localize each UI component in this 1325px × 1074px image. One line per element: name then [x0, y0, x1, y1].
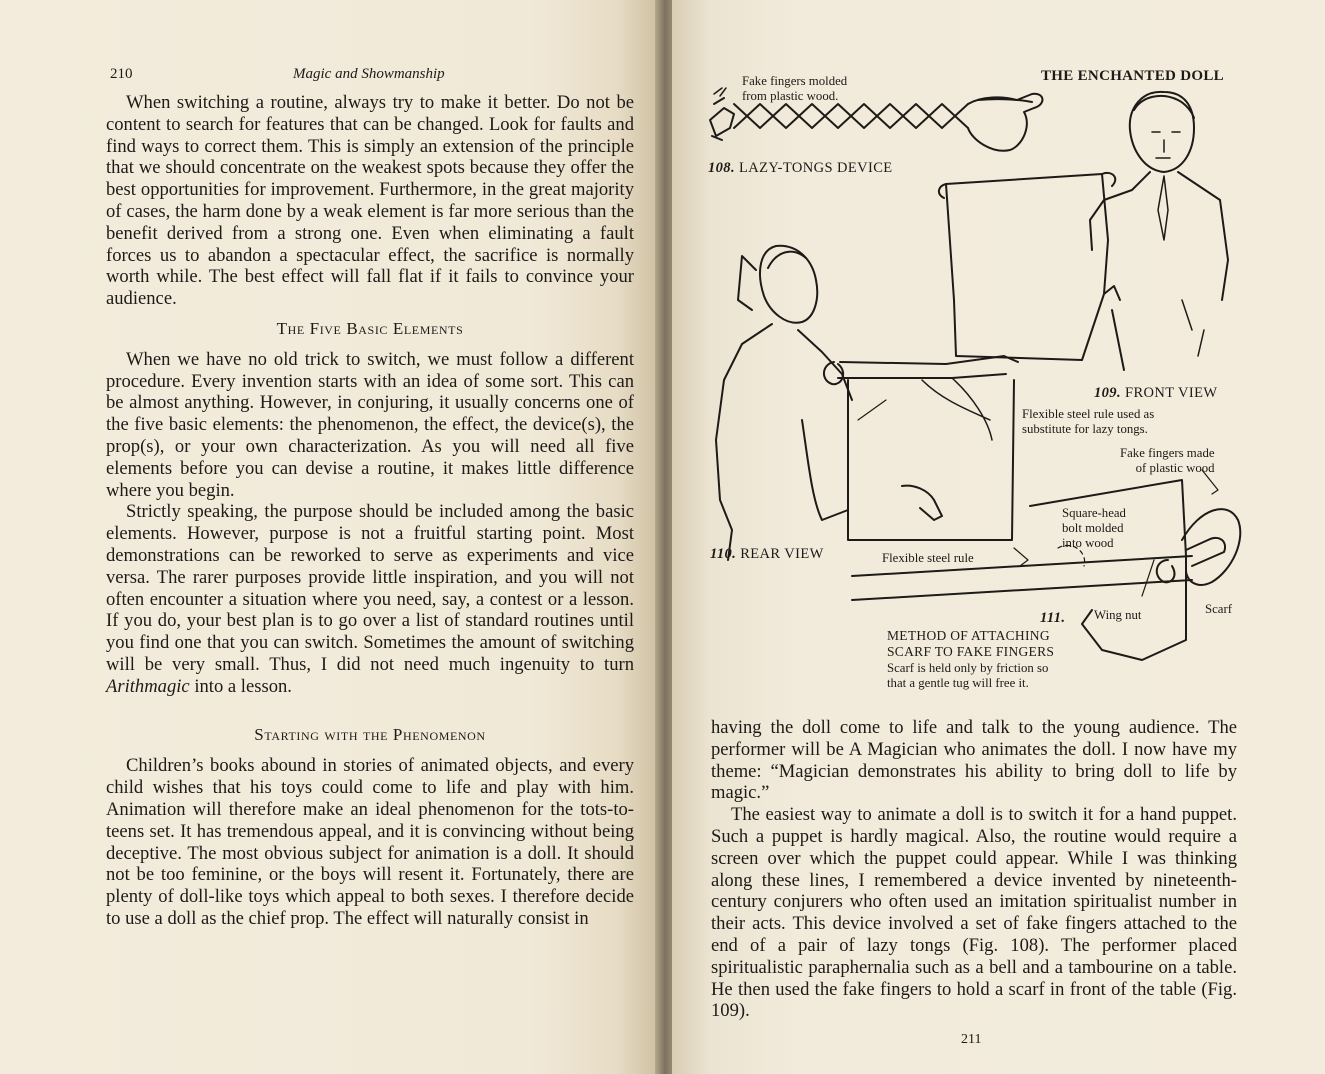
fig-number: 110.	[710, 546, 737, 562]
caption-line: from plastic wood.	[742, 89, 839, 103]
rear-view-drawing	[716, 246, 1018, 560]
paragraph-text: into a lesson.	[194, 675, 292, 697]
fig111-fake-fingers-label	[1120, 446, 1215, 476]
fig111-scarf-label: Scarf	[1205, 602, 1232, 616]
paragraph: When we have no old trick to switch, we must follow a different procedure. Every invention starts with an idea of some sort. This can be almost anything. However, in conjuring, it usually concerns one of the five basic elements: the phenomenon, the effect, the device(s), the prop(s), or your own characterization. As you will need all five elements before you can devise a routine, it makes little difference where you begin.	[106, 348, 634, 501]
fig109-label	[1094, 385, 1217, 402]
right-page	[672, 0, 1325, 1074]
fig111-note	[887, 661, 1048, 691]
fig111-steel-rule-label: Flexible steel rule	[882, 551, 974, 565]
caption-line: of plastic wood	[1135, 461, 1215, 475]
fig-title: LAZY-TONGS DEVICE	[738, 160, 893, 176]
caption-line: Flexible steel rule used as	[1022, 407, 1155, 421]
fig108-label	[708, 160, 893, 177]
paragraph-text: Strictly speaking, the purpose should be included among the basic elements. However, purpose is not a fruitful starting point. Most demonstrations can be reworked to serve as experiments and vice versa. The rarer purposes provide little inspiration, and you will not often encounter a situation where you need, say, a contest or a lesson. If you do, your best plan is to go over a list of standard routines until you find one that you can switch. Sometimes the amount of switching will be very small. Thus, I did not need much ingenuity to turn	[106, 501, 634, 675]
caption-line: Square-head	[1062, 506, 1126, 520]
paragraph: having the doll come to life and talk to the young audience. The performer will be A Magician who animates the doll. I now have my theme: “Magician demonstrates his ability to bring doll to life by magic.”	[711, 717, 1237, 804]
paragraph: Children’s books abound in stories of animated objects, and every child wishes that his toys could come to life and play with him. Animation will therefore make an ideal phenomenon for the tots-to-teens set. It has tremendous appeal, and it is convincing without being deceptive. The most obvious subject for animation is a doll. It should not be too feminine, or the boys will resent it. Fortunately, there are plenty of doll-like toys which appeal to both sexes. I therefore decide to use a doll as the chief prop. The effect will naturally consist in	[106, 755, 634, 929]
fig-title: FRONT VIEW	[1124, 385, 1218, 401]
right-body	[711, 717, 1237, 1022]
fig-title: REAR VIEW	[740, 546, 824, 562]
fig-number: 109.	[1094, 385, 1121, 401]
fig-number: 111.	[1040, 610, 1066, 626]
caption-line: substitute for lazy tongs.	[1022, 422, 1148, 436]
caption-line: Fake fingers molded	[742, 74, 848, 88]
paragraph	[106, 501, 634, 697]
running-title-right: THE ENCHANTED DOLL	[1041, 68, 1224, 84]
caption-line: Scarf is held only by friction so	[887, 661, 1049, 675]
caption-line: METHOD OF ATTACHING	[887, 628, 1050, 643]
fig108-caption	[742, 74, 847, 104]
page-number-left: 210	[110, 66, 133, 82]
section-heading: Starting with the Phenomenon	[254, 724, 486, 744]
caption-line: Fake fingers made	[1120, 446, 1215, 460]
emphasis-arithmagic: Arithmagic	[106, 675, 190, 697]
fig111-title	[887, 628, 1054, 659]
paragraph: When switching a routine, always try to make it better. Do not be content to search for features that can be changed. Look for faults and find ways to correct them. This is simply an extension of the principle that we should concentrate on the weakest spots because they offer the best opportunities for improvement. Furthermore, in the great majority of cases, the harm done by a weak element is far more serious than the benefit derived from a strong one. Even when eliminating a fault forces us to abandon a spectacular effect, the sacrifice is normally worth while. The best effect will fall flat if it fails to convince your audience.	[106, 92, 634, 310]
front-view-drawing	[939, 92, 1228, 370]
section-heading: The Five Basic Elements	[276, 318, 464, 338]
fig111-wing-nut-label: Wing nut	[1094, 608, 1142, 622]
fig111-number	[1040, 610, 1069, 627]
caption-line: SCARF TO FAKE FINGERS	[887, 643, 1055, 659]
running-title-left: Magic and Showmanship	[293, 66, 445, 82]
fig-number: 108.	[708, 160, 735, 176]
paragraph: The easiest way to animate a doll is to switch it for a hand puppet. Such a puppet is hardly magical. Also, the routine would require a screen over which the puppet could appear. While I was thinking along these lines, I remembered a device invented by nineteenth-century conjurers who often used an imitation spiritualist number in their acts. This device involved a set of fake fingers attached to the end of a pair of lazy tongs (Fig. 108). The performer placed spiritualistic paraphernalia such as a bell and a tambourine on a table. He then used the fake fingers to hold a scarf in front of the table (Fig. 109).	[711, 804, 1237, 1022]
fig109-caption	[1022, 407, 1154, 437]
fig111-bolt-label	[1062, 506, 1126, 551]
caption-line: bolt molded	[1062, 521, 1124, 535]
caption-line: that a gentle tug will free it.	[887, 676, 1029, 690]
fig110-label	[710, 546, 824, 563]
left-body	[106, 92, 634, 930]
page-number-right: 211	[961, 1032, 982, 1047]
caption-line: into wood	[1062, 536, 1114, 550]
